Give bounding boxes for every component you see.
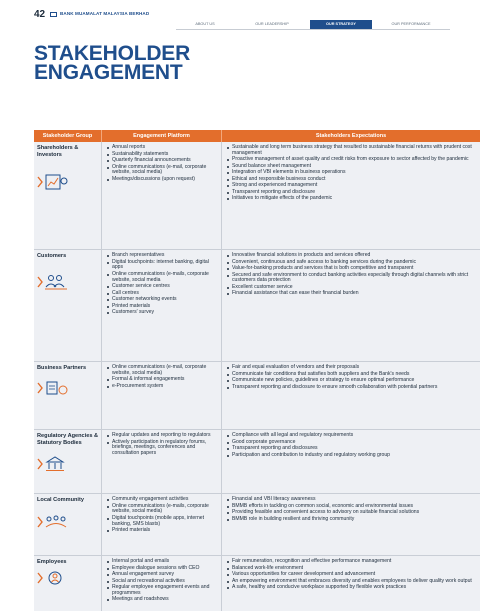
list-item: Financial assistance that can ease their financial burden bbox=[225, 291, 477, 297]
expectation-cell bbox=[222, 430, 480, 493]
nav-about-us[interactable]: ABOUT US bbox=[195, 22, 215, 26]
nav-our-performance[interactable]: OUR PERFORMANCE bbox=[391, 22, 431, 26]
platform-cell bbox=[102, 250, 222, 361]
list-item: Good corporate governance bbox=[225, 440, 477, 446]
expectation-cell bbox=[222, 494, 480, 555]
employees-icon bbox=[37, 568, 71, 588]
list-item: Call centres bbox=[105, 291, 218, 297]
table-row-business-partners bbox=[34, 362, 480, 430]
list-item: Sustainability statements bbox=[105, 152, 218, 158]
list-item: Customer networking events bbox=[105, 297, 218, 303]
list-item: Excellent customer service bbox=[225, 285, 477, 291]
header-engagement-platform: Engagement Platform bbox=[102, 130, 222, 142]
header-stakeholders-expectations: Stakeholders Expectations bbox=[222, 130, 480, 142]
list-item: Communicate new policies, guidelines or strategy to ensure optimal performance bbox=[225, 378, 477, 384]
platform-list bbox=[105, 145, 218, 183]
expectation-list bbox=[225, 433, 477, 458]
list-item: Proactive management of asset quality and credit risks from exposure to sector affected by the pandemic bbox=[225, 157, 477, 163]
list-item: Meetings/discussions (upon request) bbox=[105, 177, 218, 183]
platform-cell bbox=[102, 556, 222, 611]
list-item: Ethical and responsible business conduct bbox=[225, 177, 477, 183]
expectation-list bbox=[225, 497, 477, 522]
list-item: Fair and equal evaluation of vendors and their proposals bbox=[225, 365, 477, 371]
table-row-shareholders bbox=[34, 142, 480, 250]
group-label: Business Partners bbox=[37, 365, 87, 371]
platform-list bbox=[105, 559, 218, 603]
group-cell bbox=[34, 494, 102, 555]
list-item: Providing feasible and convenient access to advisory on suitable financial solutions bbox=[225, 510, 477, 516]
list-item: Digital touchpoints: internet banking, digital apps bbox=[105, 260, 218, 272]
list-item: Innovative financial solutions in products and services offered bbox=[225, 253, 477, 259]
stakeholder-table bbox=[34, 130, 480, 611]
platform-list bbox=[105, 497, 218, 534]
list-item: Sustainable and long term business strategy that resulted to sustainable financial returns with prudent cost management bbox=[225, 145, 477, 157]
page-number: 42 bbox=[34, 9, 46, 20]
table-row-employees bbox=[34, 556, 480, 611]
list-item: Online communications (e-mails, corporate website, social media bbox=[105, 272, 218, 284]
expectation-cell bbox=[222, 556, 480, 611]
list-item: BMMB role in building resilient and thriving community bbox=[225, 517, 477, 523]
community-icon bbox=[37, 512, 71, 532]
table-header bbox=[34, 130, 480, 142]
list-item: BMMB efforts in tackling on common social, economic and environmental issues bbox=[225, 504, 477, 510]
platform-list bbox=[105, 365, 218, 390]
partners-icon bbox=[37, 378, 71, 398]
list-item: Online communications (e-mail, corporate website, social media) bbox=[105, 365, 218, 377]
group-cell bbox=[34, 142, 102, 249]
list-item: Communicate fair conditions that satisfies both suppliers and the Bank's needs bbox=[225, 372, 477, 378]
list-item: Printed materials bbox=[105, 528, 218, 534]
table-row-regulatory bbox=[34, 430, 480, 494]
investor-icon bbox=[37, 172, 71, 192]
list-item: A safe, healthy and conducive workplace supported by flexible work practices bbox=[225, 585, 477, 591]
list-item: Regular updates and reporting to regulators bbox=[105, 433, 218, 439]
expectation-cell bbox=[222, 142, 480, 249]
nav-our-strategy[interactable]: OUR STRATEGY bbox=[310, 20, 372, 29]
list-item: Integration of VBI elements in business operations bbox=[225, 170, 477, 176]
list-item: Online communications (e-mail, corporate website, social media) bbox=[105, 165, 218, 177]
platform-cell bbox=[102, 362, 222, 429]
list-item: Participation and contribution to industry and regulatory working group bbox=[225, 453, 477, 459]
list-item: Digital touchpoints (mobile apps, internet banking, SMS blasts) bbox=[105, 516, 218, 528]
list-item: Value-for-banking products and services that is both competitive and transparent bbox=[225, 266, 477, 272]
platform-cell bbox=[102, 494, 222, 555]
list-item: Customers' survey bbox=[105, 310, 218, 316]
group-label: Regulatory Agencies & Statutory Bodies bbox=[37, 433, 99, 446]
nav-our-leadership[interactable]: OUR LEADERSHIP bbox=[255, 22, 289, 26]
list-item: Printed materials bbox=[105, 304, 218, 310]
group-label: Employees bbox=[37, 559, 67, 565]
list-item: Transparent reporting and disclosures bbox=[225, 446, 477, 452]
platform-cell bbox=[102, 430, 222, 493]
group-cell bbox=[34, 556, 102, 611]
list-item: Annual engagement survey bbox=[105, 572, 218, 578]
list-item: Strong and experienced management bbox=[225, 183, 477, 189]
group-cell bbox=[34, 362, 102, 429]
list-item: Quarterly financial announcements bbox=[105, 158, 218, 164]
list-item: e-Procurement system bbox=[105, 384, 218, 390]
group-label: Local Community bbox=[37, 497, 84, 503]
list-item: Online communications (e-mails, corporate website, social media) bbox=[105, 504, 218, 516]
group-label: Shareholders & Investors bbox=[37, 145, 79, 158]
list-item: An empowering environment that embraces diversity and enables employees to deliver quality work output bbox=[225, 579, 477, 585]
page-title bbox=[34, 44, 190, 82]
expectation-cell bbox=[222, 362, 480, 429]
list-item: Convenient, continuous and safe access to banking services during the pandemic bbox=[225, 260, 477, 266]
list-item: Formal & informal engagements bbox=[105, 377, 218, 383]
list-item: Transparent reporting and disclosure to ensure smooth collaboration with potential partners bbox=[225, 385, 477, 391]
list-item: Actively participation in regulatory forums, briefings, meetings, conferences and consultation papers bbox=[105, 440, 218, 458]
list-item: Initiatives to mitigate effects of the pandemic bbox=[225, 196, 477, 202]
expectation-list bbox=[225, 365, 477, 390]
platform-cell bbox=[102, 142, 222, 249]
header-stakeholder-group: Stakeholder Group bbox=[34, 130, 102, 142]
expectation-list bbox=[225, 559, 477, 591]
list-item: Employee dialogue sessions with CEO bbox=[105, 566, 218, 572]
list-item: Balanced work-life environment bbox=[225, 566, 477, 572]
page-title-line-1: STAKEHOLDER bbox=[34, 42, 191, 65]
platform-list bbox=[105, 433, 218, 457]
top-bar bbox=[0, 0, 480, 30]
expectation-list bbox=[225, 145, 477, 202]
list-item: Sound balance sheet management bbox=[225, 164, 477, 170]
platform-list bbox=[105, 253, 218, 316]
regulator-icon bbox=[37, 454, 71, 474]
page-title-line-2: ENGAGEMENT bbox=[34, 61, 183, 84]
bank-name: BANK MUAMALAT MALAYSIA BERHAD bbox=[60, 11, 150, 16]
list-item: Compliance with all legal and regulatory requirements bbox=[225, 433, 477, 439]
list-item: Meetings and roadshows bbox=[105, 597, 218, 603]
list-item: Fair remuneration, recognition and effective performance management bbox=[225, 559, 477, 565]
group-cell bbox=[34, 250, 102, 361]
list-item: Transparent reporting and disclosure bbox=[225, 190, 477, 196]
list-item: Annual reports bbox=[105, 145, 218, 151]
list-item: Customer service centres bbox=[105, 284, 218, 290]
nav-divider bbox=[176, 29, 450, 30]
table-row-local-community bbox=[34, 494, 480, 556]
group-cell bbox=[34, 430, 102, 493]
list-item: Various opportunities for career development and advancement bbox=[225, 572, 477, 578]
expectation-cell bbox=[222, 250, 480, 361]
list-item: Financial and VBI literacy awareness bbox=[225, 497, 477, 503]
list-item: Regular employee engagement events and programmes bbox=[105, 585, 218, 597]
expectation-list bbox=[225, 253, 477, 297]
list-item: Community engagement activities bbox=[105, 497, 218, 503]
list-item: Social and recreational activities bbox=[105, 579, 218, 585]
list-item: Branch representatives bbox=[105, 253, 218, 259]
group-label: Customers bbox=[37, 253, 67, 259]
bank-logo-icon bbox=[50, 12, 57, 17]
list-item: Internal portal and emails bbox=[105, 559, 218, 565]
top-navigation bbox=[176, 20, 450, 29]
list-item: Secured and safe environment to conduct banking activities especially through digital channels with strict customers data protection bbox=[225, 273, 477, 285]
table-row-customers bbox=[34, 250, 480, 362]
customers-icon bbox=[37, 272, 71, 292]
